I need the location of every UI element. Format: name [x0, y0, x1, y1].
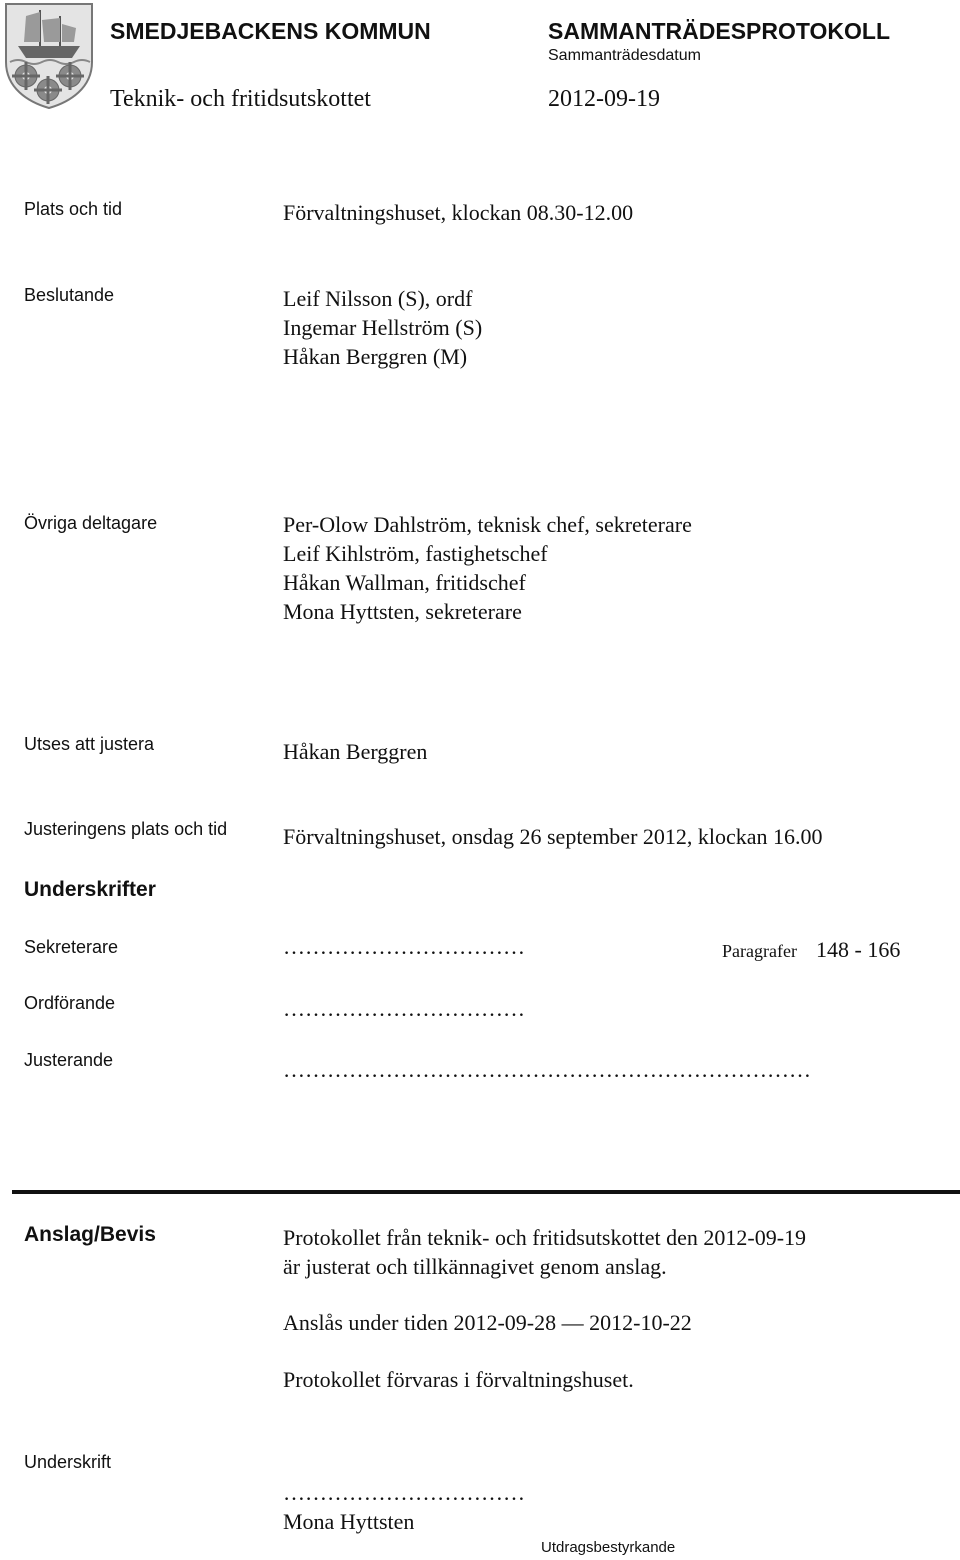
committee-name: Teknik- och fritidsutskottet	[110, 86, 371, 112]
participant: Mona Hyttsten, sekreterare	[283, 599, 522, 624]
signer-name: Mona Hyttsten	[283, 1509, 415, 1534]
participant: Per-Olow Dahlström, teknisk chef, sekreterare	[283, 512, 692, 537]
secretary-label: Sekreterare	[24, 937, 119, 957]
document-type: SAMMANTRÄDESPROTOKOLL	[548, 18, 891, 44]
coat-of-arms-logo	[4, 2, 94, 110]
date-label: Sammanträdesdatum	[548, 47, 701, 64]
decision-makers-label: Beslutande	[24, 285, 115, 305]
decision-maker: Håkan Berggren (M)	[283, 344, 468, 369]
notice-period: Anslås under tiden 2012-09-28 — 2012-10-22	[283, 1310, 692, 1335]
place-time-label: Plats och tid	[24, 199, 123, 219]
notice-line: Protokollet från teknik- och fritidsutskottet den 2012-09-19	[283, 1225, 807, 1250]
adjustment-place-time-label: Justeringens plats och tid	[24, 819, 228, 839]
paragraphs-label: Paragrafer	[722, 941, 797, 961]
adjusting-signature-line: ………………………………………………………………	[283, 1057, 811, 1082]
participant: Håkan Wallman, fritidschef	[283, 570, 526, 595]
signature-label: Underskrift	[24, 1452, 112, 1472]
adjusting-label: Justerande	[24, 1050, 114, 1070]
other-participants-list	[283, 510, 692, 626]
section-divider	[12, 1190, 960, 1194]
decision-maker: Leif Nilsson (S), ordf	[283, 286, 473, 311]
notice-text	[283, 1223, 806, 1281]
notice-heading: Anslag/Bevis	[24, 1223, 156, 1246]
secretary-signature-line: ……………………………	[283, 934, 525, 959]
other-participants-label: Övriga deltagare	[24, 513, 158, 533]
chairman-label: Ordförande	[24, 993, 116, 1013]
chairman-signature-line: ……………………………	[283, 996, 525, 1021]
signatures-heading: Underskrifter	[24, 878, 156, 901]
notice-line: är justerat och tillkännagivet genom anslag.	[283, 1254, 667, 1279]
decision-makers-list	[283, 284, 482, 371]
extract-certification-label: Utdragsbestyrkande	[541, 1539, 676, 1556]
notice-storage: Protokollet förvaras i förvaltningshuset.	[283, 1367, 634, 1392]
paragraphs-value: 148 - 166	[816, 937, 901, 962]
municipality-name: SMEDJEBACKENS KOMMUN	[110, 18, 431, 44]
place-time-value: Förvaltningshuset, klockan 08.30-12.00	[283, 200, 634, 225]
meeting-date: 2012-09-19	[548, 86, 660, 112]
adjustment-place-time-value: Förvaltningshuset, onsdag 26 september 2012, klockan 16.00	[283, 824, 823, 849]
adjuster-value: Håkan Berggren	[283, 739, 428, 764]
notice-signature-line: ……………………………	[283, 1480, 525, 1505]
decision-maker: Ingemar Hellström (S)	[283, 315, 483, 340]
participant: Leif Kihlström, fastighetschef	[283, 541, 548, 566]
adjuster-label: Utses att justera	[24, 734, 155, 754]
